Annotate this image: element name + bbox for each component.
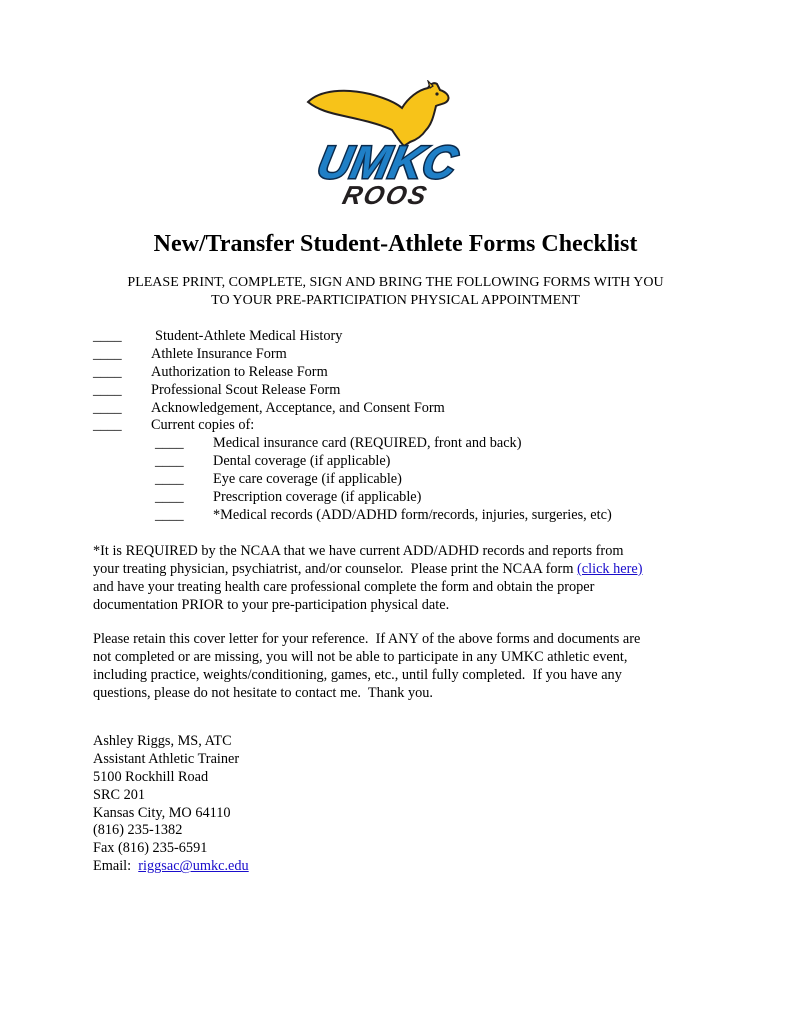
svg-text:ROOS: ROOS — [339, 180, 432, 210]
checkbox-blank[interactable]: ____ — [155, 453, 184, 470]
svg-text:UMKC: UMKC — [313, 136, 462, 188]
checkbox-blank[interactable]: ____ — [155, 489, 184, 506]
checklist-item-label: Current copies of: — [151, 417, 255, 434]
roos-wordmark — [340, 180, 432, 210]
forms-checklist — [93, 328, 773, 525]
paragraph-line: documentation PRIOR to your pre-participation physical date. — [93, 596, 450, 613]
signature-address-2: SRC 201 — [93, 786, 146, 803]
checklist-sub-item — [93, 471, 773, 489]
checklist-sub-item-label: *Medical records (ADD/ADHD form/records, injuries, surgeries, etc) — [213, 506, 612, 523]
paragraph-line: including practice, weights/conditioning, games, etc., until fully completed. If you have any — [93, 666, 622, 683]
checkbox-blank[interactable]: ____ — [93, 345, 122, 362]
checklist-item-label: Athlete Insurance Form — [151, 345, 287, 362]
checklist-sub-item-label: Dental coverage (if applicable) — [213, 453, 391, 470]
checklist-item — [93, 417, 773, 435]
signature-phone: (816) 235-1382 — [93, 822, 183, 839]
checkbox-blank[interactable]: ____ — [93, 363, 122, 380]
instructions — [0, 274, 791, 310]
checklist-sub-item — [93, 453, 773, 471]
checklist-item-label: Authorization to Release Form — [151, 363, 328, 380]
checkbox-blank[interactable]: ____ — [155, 435, 184, 452]
checklist-item — [93, 400, 773, 418]
ncaa-form-link[interactable]: (click here) — [577, 560, 643, 577]
paragraph-line: questions, please do not hesitate to contact me. Thank you. — [93, 684, 434, 701]
checklist-item — [93, 382, 773, 400]
checklist-item — [93, 328, 773, 346]
signature-email-line — [93, 858, 713, 876]
checklist-sub-item — [93, 489, 773, 507]
paragraph-line: not completed or are missing, you will not be able to participate in any UMKC athletic event, — [93, 648, 628, 665]
retain-letter-paragraph — [93, 631, 713, 703]
signature-name: Ashley Riggs, MS, ATC — [93, 733, 232, 749]
paragraph-text: your treating physician, psychiatrist, and/or counselor. Please print the NCAA form — [93, 560, 578, 577]
checklist-item — [93, 346, 773, 364]
umkc-roos-logo — [300, 80, 500, 210]
ncaa-requirement-paragraph — [93, 543, 713, 615]
checkbox-blank[interactable]: ____ — [155, 506, 184, 523]
signature-block — [93, 733, 713, 876]
signature-fax: Fax (816) 235-6591 — [93, 840, 208, 857]
email-link[interactable]: riggsac@umkc.edu — [138, 858, 249, 875]
paragraph-line: and have your treating health care professional complete the form and obtain the proper — [93, 578, 595, 595]
checklist-item — [93, 364, 773, 382]
signature-city: Kansas City, MO 64110 — [93, 804, 231, 821]
checklist-sub-item-label: Eye care coverage (if applicable) — [213, 471, 402, 488]
email-label: Email: — [93, 858, 139, 875]
checkbox-blank[interactable]: ____ — [93, 417, 122, 434]
instructions-line-2: TO YOUR PRE-PARTICIPATION PHYSICAL APPOINTMENT — [211, 293, 580, 308]
checklist-sub-item — [93, 435, 773, 453]
paragraph-line — [93, 561, 713, 579]
paragraph-line: Please retain this cover letter for your reference. If ANY of the above forms and documents are — [93, 631, 641, 647]
checklist-item-label: Student-Athlete Medical History — [155, 328, 343, 344]
checklist-sub-item — [93, 507, 773, 525]
checklist-item-label: Professional Scout Release Form — [151, 381, 341, 398]
checkbox-blank[interactable]: ____ — [93, 399, 122, 416]
instructions-line-1: PLEASE PRINT, COMPLETE, SIGN AND BRING THE FOLLOWING FORMS WITH YOU — [127, 275, 664, 290]
signature-address-1: 5100 Rockhill Road — [93, 768, 209, 785]
signature-role: Assistant Athletic Trainer — [93, 750, 240, 767]
paragraph-line: *It is REQUIRED by the NCAA that we have current ADD/ADHD records and reports from — [93, 543, 624, 559]
checklist-item-label: Acknowledgement, Acceptance, and Consent Form — [151, 399, 445, 416]
checklist-sub-item-label: Prescription coverage (if applicable) — [213, 489, 422, 506]
checkbox-blank[interactable]: ____ — [93, 381, 122, 398]
checkbox-blank[interactable]: ____ — [93, 328, 122, 344]
checklist-sub-item-label: Medical insurance card (REQUIRED, front and back) — [213, 435, 522, 452]
page-title: New/Transfer Student-Athlete Forms Checklist — [153, 231, 638, 257]
checkbox-blank[interactable]: ____ — [155, 471, 184, 488]
